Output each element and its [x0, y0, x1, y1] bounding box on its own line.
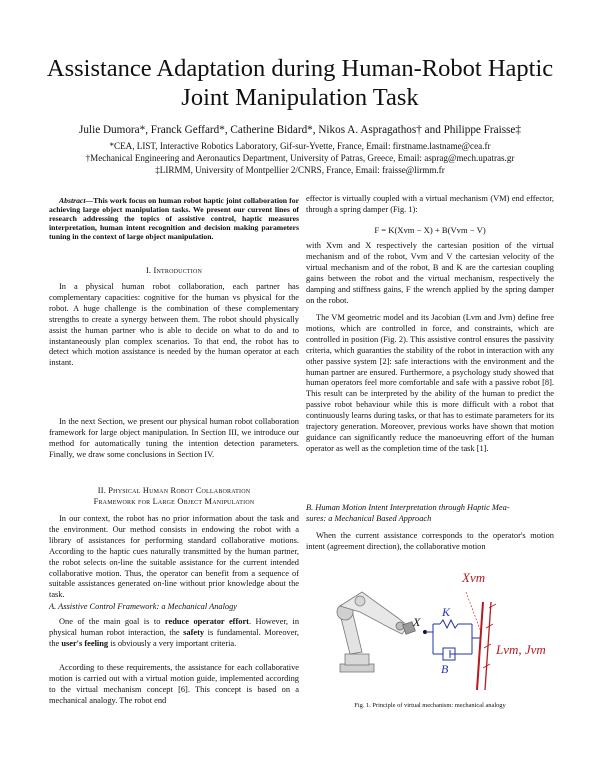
title-line-1: Assistance Adaptation during Human-Robot Haptic: [46, 55, 554, 82]
right-paragraph-1: effector is virtually coupled with a virtual mechanism (VM) end effector, through a spring damper (Fig. 1):: [306, 194, 554, 214]
intro-paragraph-2: In the next Section, we present our physical human robot collaboration framework for large object manipulation. In Section III, we introduce our method for automatically tuning the intention detection parameters. Finally, we draw some conclusions in Section IV.: [49, 417, 299, 459]
subsection-b-heading-line-2: sures: a Mechanical Based Approach: [306, 513, 432, 523]
subsection-a-paragraph-1: One of the main goal is to reduce operator effort. However, in physical human robot interaction, the safety is fundamental. Moreover, the user's feeling is obviously a very important criteria.: [49, 617, 300, 648]
keyword-safety: safety: [183, 627, 205, 637]
right-paragraph-2: with Xvm and X respectively the cartesian position of the virtual mechanism and of the robot, Vvm and V the cartesian velocity of the virtual mechanism and of the robot, B and K are the cartesian coupling gains between the robot and the virtual mechanism, respectively the damping and stiffness gains, F the wrench applied by the spring damper on the robot.: [306, 241, 554, 305]
robot-arm-illustration: [337, 592, 415, 672]
section-2-heading-line-2: Framework for Large Object Manipulation: [93, 496, 255, 506]
keyword-users-feeling: user's feeling: [61, 638, 109, 648]
label-lvm-jvm: Lvm, Jvm: [496, 642, 546, 657]
affiliation-1: *CEA, LIST, Interactive Robotics Laboratory, Gif-sur-Yvette, France, Email: firstname.lastname@cea.fr: [109, 141, 491, 151]
figure-1-caption: Fig. 1. Principle of virtual mechanism: mechanical analogy: [354, 702, 506, 709]
subsection-b-heading: [306, 503, 554, 525]
subsection-a-heading: A. Assistive Control Framework: a Mechanical Analogy: [49, 602, 238, 611]
right-paragraph-4: When the current assistance corresponds to the operator's motion intent (agreement direction), the collaborative motion: [306, 531, 554, 551]
affiliation-3: ‡LIRMM, University of Montpellier 2/CNRS, France, Email: fraisse@lirmm.fr: [155, 165, 445, 175]
label-k: K: [442, 605, 451, 619]
virtual-mechanism-guide: [466, 592, 496, 690]
label-xvm: Xvm: [462, 570, 486, 585]
abstract: [49, 196, 299, 241]
title-line-2: Joint Manipulation Task: [181, 84, 419, 111]
subsection-a-paragraph-2: According to these requirements, the assistance for each collaborative motion is carried out with a virtual motion guide, implemented according to the virtual mechanism concept [6]. This concept is based on a mechanical analogy. The robot end: [49, 663, 299, 705]
virtual-mechanism-diagram: [300, 568, 560, 694]
equation-1: F = K(Xvm − X) + B(Vvm − V): [374, 225, 486, 235]
label-b: B: [441, 662, 449, 676]
section-2-heading-line-1: II. Physical Human Robot Collaboration: [97, 486, 251, 495]
right-paragraph-3: The VM geometric model and its Jacobian (Lvm and Jvm) define free motions, which are controlled in force, and constraints, which are controlled in position (Fig. 2). This assistive control ensures the passivity criteria, which guaranties the stability of the robot in interaction with any other passive system [2]: safe interactions with the environment and the human partner are ensured. Furthermore, a psychology study showed that human operators feel more comfortable and safe with a passive robot [8]. This result can be interpreted by the ability of the human to predict the passive robot behaviour while this is more difficult with a robot that continuously learns during tasks, or that has to estimate parameters for its trajectory generation. Moreover, previous works have shown that motion guidance can significantly reduce the manoeuvring effort of the human operator as well as the completion time of the task [1].: [306, 313, 554, 453]
spring-damper: [425, 620, 480, 660]
paper-title: [20, 54, 580, 112]
intro-paragraph-1: In a physical human robot collaboration, each partner has complementary capacities: cognitive for the human vs physical for the robot. A huge challenge is the combination of these complementary strengths to create a synergy between them. The robot should physically assist the human partner who is able to decide on what to do and to instantaneously plan complex scenarios. To that end, the robot has to detect which motion assistance is needed by the human operator at each instant.: [49, 282, 299, 368]
subsection-b-heading-line-1: B. Human Motion Intent Interpretation through Haptic Mea-: [306, 503, 510, 512]
abstract-label: Abstract—: [59, 196, 94, 205]
authors: Julie Dumora*, Franck Geffard*, Catherine Bidard*, Nikos A. Aspragathos† and Philippe Fraisse‡: [79, 124, 521, 136]
label-x: X: [413, 615, 421, 629]
keyword-reduce-effort: reduce operator effort: [164, 617, 249, 626]
section-2-heading: [49, 486, 299, 508]
affiliation-2: †Mechanical Engineering and Aeronautics Department, University of Patras, Greece, Email: asprag@mech.upatras.gr: [85, 153, 515, 163]
section-1-heading: I. Introduction: [145, 266, 203, 275]
abstract-text: This work focus on human robot haptic joint collaboration for achieving large object manipulation tasks. We present our current lines of research addressing the topics of assistive control, haptic measures interpretation, human intent recognition and decision making parameters tuning in the context of large object manipulation.: [49, 196, 299, 242]
section-2-paragraph: In our context, the robot has no prior information about the task and the environment. Our method consists in endowing the robot with a library of assistances for performing standard collaborative motions. According to the haptic cues naturally transmitted by the human partner, the robot selects on-line the suitable assistance for the current intended collaborative motion. Thus, the operator can benefit from a sequence of suitable assistances generated on-line without prior knowledge about the task.: [49, 514, 299, 600]
figure-1: [300, 568, 560, 694]
